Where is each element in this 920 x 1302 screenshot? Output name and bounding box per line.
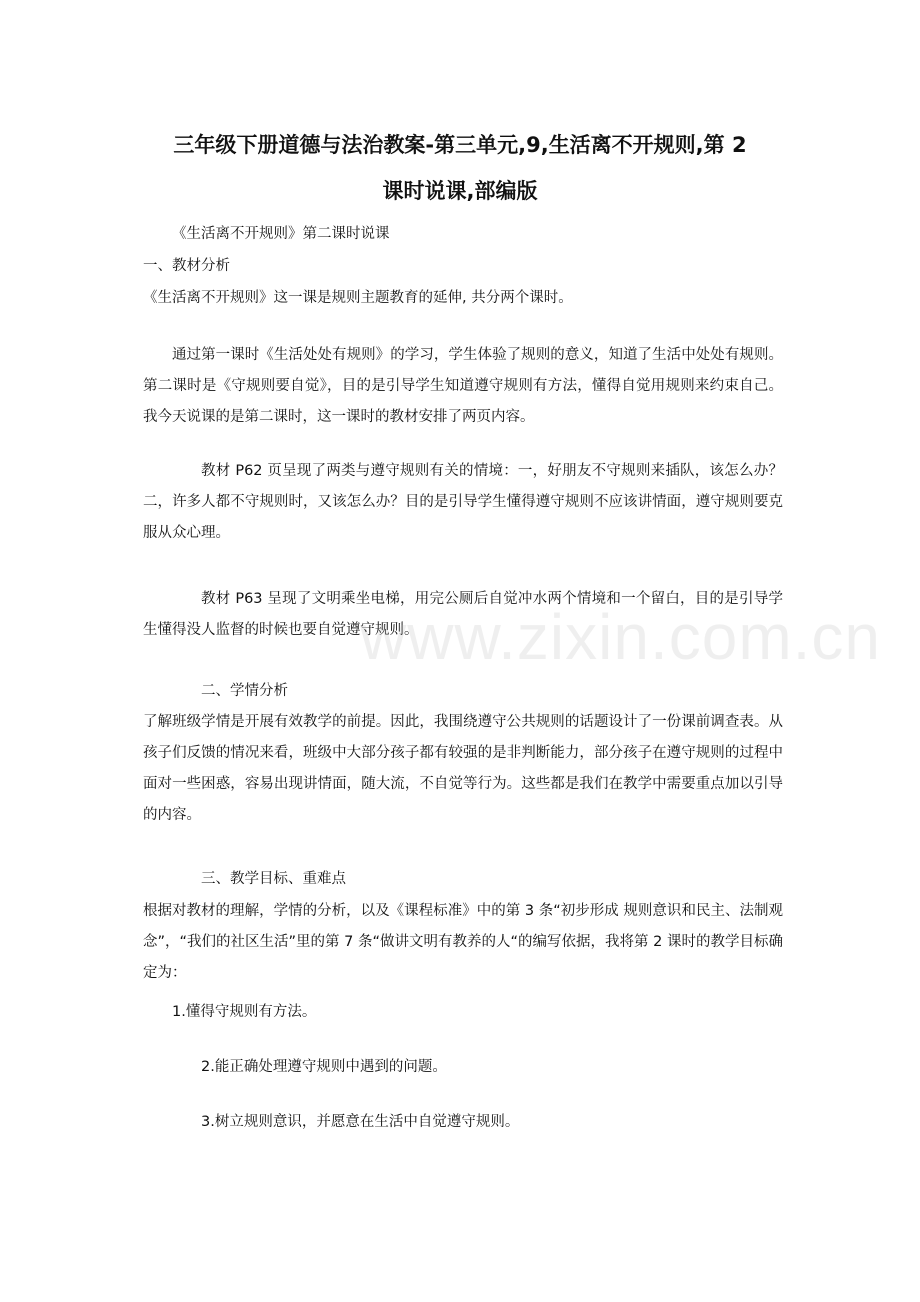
document-title [120, 122, 800, 214]
watermark: www.zixin.com.cn [360, 601, 881, 673]
section-heading-2: 二、学情分析 [201, 683, 288, 699]
goal-item-1: 1.懂得守规则有方法。 [172, 1004, 317, 1020]
title-line-2: 课时说课,部编版 [382, 179, 538, 203]
section1-paragraph-3: 教材 P63 呈现了文明乘坐电梯，用完公厕后自觉冲水两个情境和一个留白，目的是引导学生懂得没人监督的时候也要自觉遵守规则。 [143, 591, 783, 638]
section2-paragraph: 了解班级学情是开展有效教学的前提。因此，我围绕遵守公共规则的话题设计了一份课前调查表。从孩子们反馈的情况来看，班级中大部分孩子都有较强的是非判断能力，部分孩子在遵守规则的过程中面对一些困惑，容易出现讲情面，随大流，不自觉等行为。这些都是我们在教学中需要重点加以引导的内容。 [143, 714, 783, 823]
section3-paragraph: 根据对教材的理解，学情的分析，以及《课程标准》中的第 3 条“初步形成 规则意识和民主、法制观念”，“我们的社区生活”里的第 7 条“做讲文明有教养的人“的编写依据，我将第 2 课时的教学目标确定为： [143, 903, 783, 981]
section1-intro: 《生活离不开规则》这一课是规则主题教育的延伸, 共分两个课时。 [143, 290, 573, 306]
section1-paragraph-1: 通过第一课时《生活处处有规则》的学习，学生体验了规则的意义，知道了生活中处处有规则。第二课时是《守规则要自觉》，目的是引导学生知道遵守规则有方法，懂得自觉用规则来约束自己。我今天说课的是第二课时，这一课时的教材安排了两页内容。 [143, 347, 783, 425]
goal-item-2: 2.能正确处理遵守规则中遇到的问题。 [201, 1059, 447, 1075]
title-line-1: 三年级下册道德与法治教案-第三单元,9,生活离不开规则,第 2 [173, 133, 747, 157]
subtitle: 《生活离不开规则》第二课时说课 [172, 226, 390, 242]
section-heading-3: 三、教学目标、重难点 [201, 871, 346, 887]
section-heading-1: 一、教材分析 [143, 258, 230, 274]
section1-paragraph-2: 教材 P62 页呈现了两类与遵守规则有关的情境：一，好朋友不守规则来插队，该怎么办？二，许多人都不守规则时，又该怎么办？目的是引导学生懂得遵守规则不应该讲情面，遵守规则要克服从众心理。 [143, 463, 783, 541]
goal-item-3: 3.树立规则意识，并愿意在生活中自觉遵守规则。 [201, 1114, 520, 1130]
